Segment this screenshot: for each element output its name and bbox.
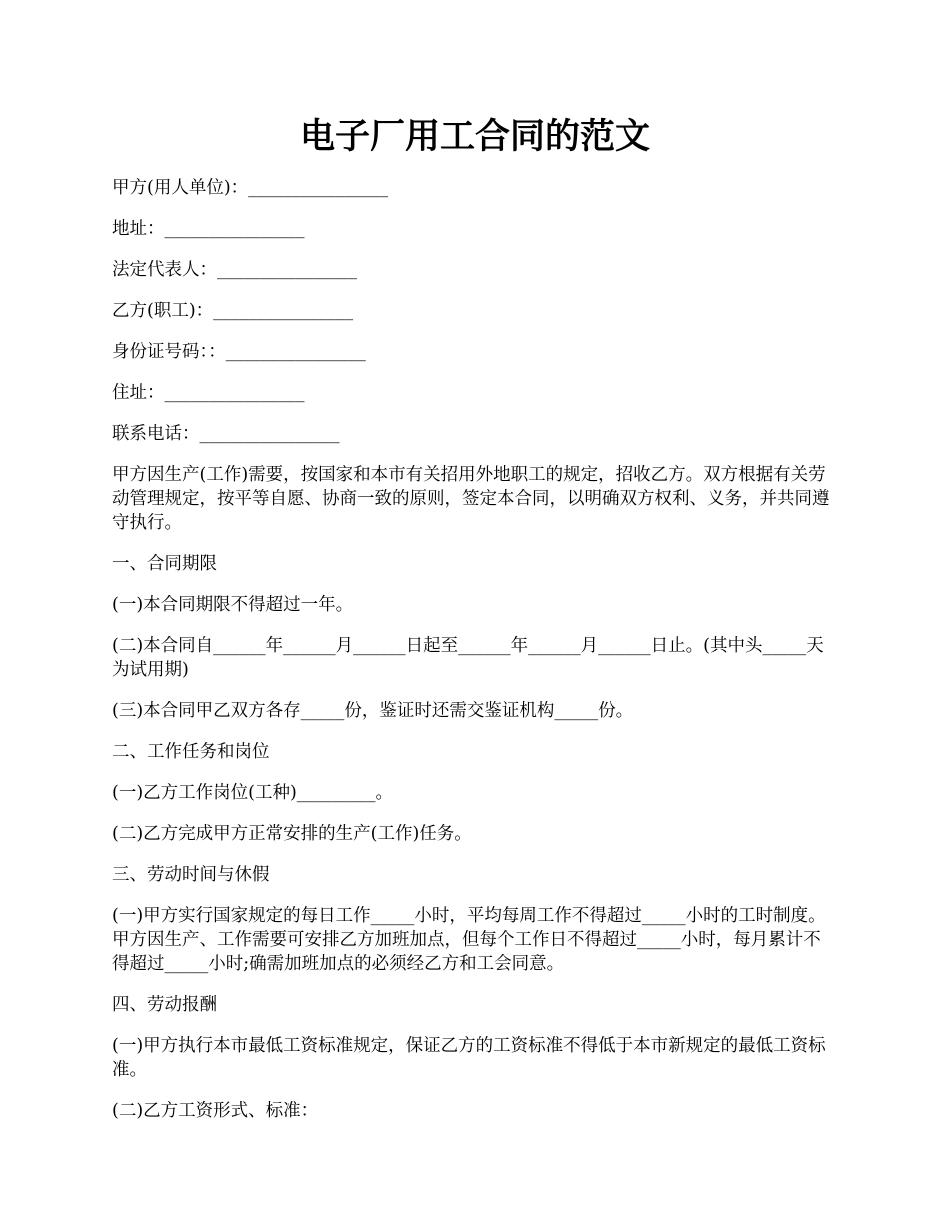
clause-term-2: (二)本合同自______年______月______日起至______年______月______日止。(其中头_____天为试用期)	[112, 636, 824, 680]
clause-pay-2: (二)乙方工资形式、标准：	[112, 1101, 319, 1121]
party-b-field: 乙方(职工)：________________	[112, 301, 354, 321]
clause-hours-1: (一)甲方实行国家规定的每日工作_____小时，平均每周工作不得超过_____小时的工时制度。甲方因生产、工作需要可安排乙方加班加点，但每个工作日不得超过_____小时，每月累计不得超过_____小时;确需加班加点的必须经乙方和工会同意。	[112, 906, 826, 974]
party-a-field: 甲方(用人单位)：________________	[112, 178, 389, 198]
section-heading-pay: 四、劳动报酬	[112, 995, 217, 1015]
clause-tasks-1: (一)乙方工作岗位(工种)_________。	[112, 783, 394, 803]
document-body	[112, 176, 838, 1140]
clause-pay-1: (一)甲方执行本市最低工资标准规定，保证乙方的工资标准不得低于本市新规定的最低工资标准。	[112, 1036, 826, 1080]
legal-representative-field: 法定代表人：________________	[112, 260, 357, 280]
section-heading-hours: 三、劳动时间与休假	[112, 865, 270, 885]
phone-field: 联系电话：________________	[112, 424, 340, 444]
address-field: 地址：________________	[112, 219, 305, 239]
section-heading-term: 一、合同期限	[112, 554, 217, 574]
clause-term-3: (三)本合同甲乙双方各存_____份，鉴证时还需交鉴证机构_____份。	[112, 701, 634, 721]
clause-term-1: (一)本合同期限不得超过一年。	[112, 595, 354, 615]
id-number-field: 身份证号码：：________________	[112, 342, 366, 362]
section-heading-tasks: 二、工作任务和岗位	[112, 742, 270, 762]
preamble-paragraph: 甲方因生产(工作)需要，按国家和本市有关招用外地职工的规定，招收乙方。双方根据有关劳动管理规定，按平等自愿、协商一致的原则，签定本合同，以明确双方权利、义务，并共同遵守执行。	[112, 465, 830, 533]
document-title: 电子厂用工合同的范文	[299, 116, 650, 157]
clause-tasks-2: (二)乙方完成甲方正常安排的生产(工作)任务。	[112, 824, 472, 844]
residence-field: 住址：________________	[112, 383, 305, 403]
